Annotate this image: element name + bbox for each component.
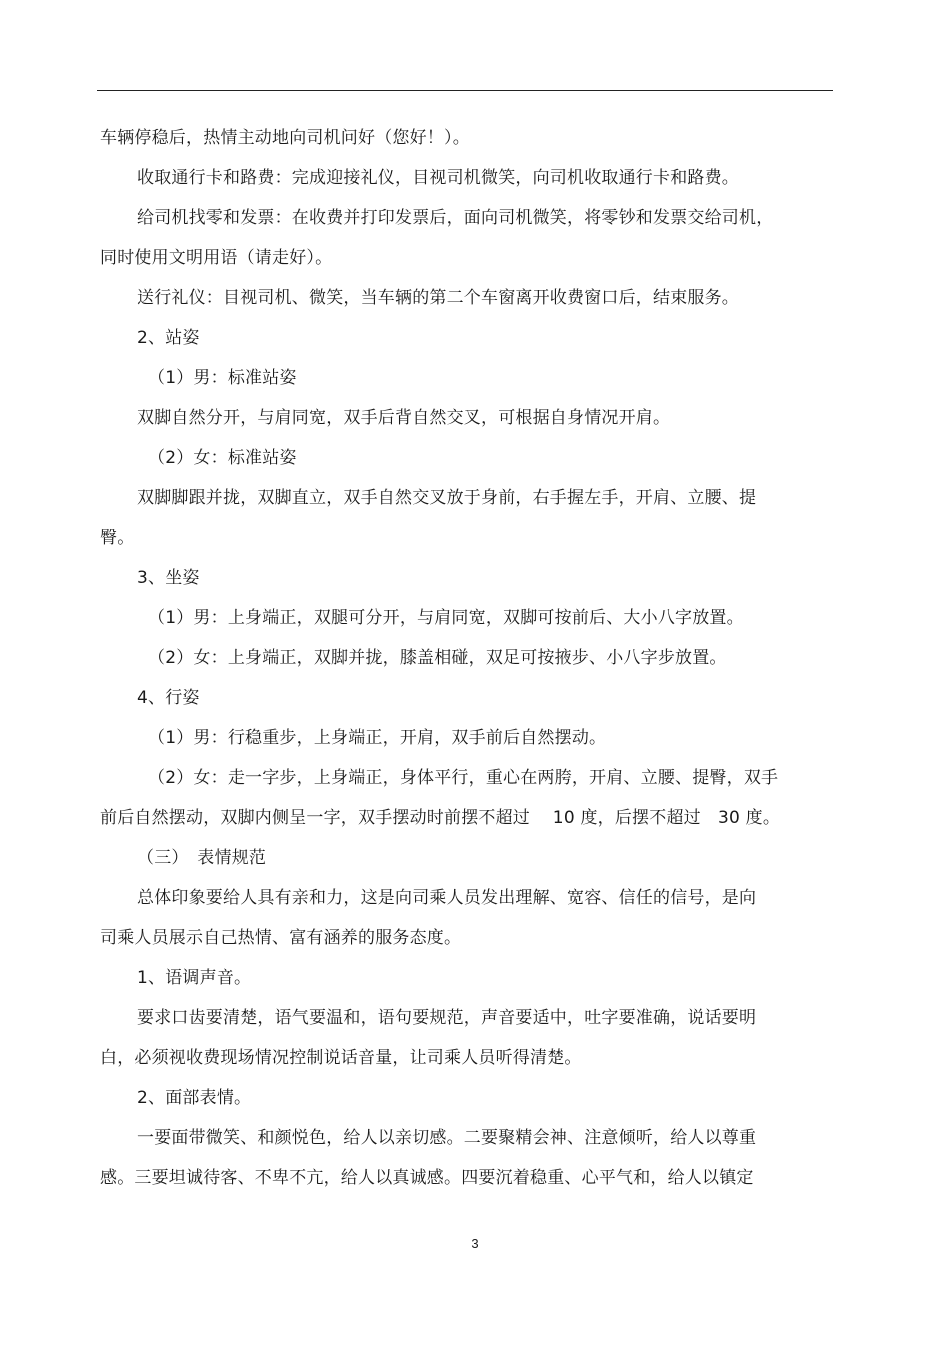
paragraph-line: 要求口齿要清楚，语气要温和，语句要规范，声音要适中，吐字要准确，说话要明: [137, 1008, 757, 1028]
section-heading: 4、行姿: [137, 688, 200, 708]
paragraph-line: 送行礼仪：目视司机、微笑，当车辆的第二个车窗离开收费窗口后，结束服务。: [137, 288, 739, 308]
page-number: 3: [471, 1236, 479, 1251]
paragraph-line: 双脚自然分开，与肩同宽，双手后背自然交叉，可根据自身情况开肩。: [137, 408, 671, 428]
paragraph-line: 收取通行卡和路费：完成迎接礼仪，目视司机微笑，向司机收取通行卡和路费。: [137, 168, 739, 188]
paragraph-line: 车辆停稳后，热情主动地向司机问好（您好！）。: [100, 128, 470, 148]
paragraph-line: 一要面带微笑、和颜悦色，给人以亲切感。二要聚精会神、注意倾听，给人以尊重: [137, 1128, 757, 1148]
subsection-heading: （1）男：标准站姿: [148, 368, 297, 388]
paragraph-line: （1）男：行稳重步，上身端正，开肩，双手前后自然摆动。: [148, 728, 607, 748]
section-heading: 1、语调声音。: [137, 968, 252, 988]
paragraph-line: 总体印象要给人具有亲和力，这是向司乘人员发出理解、宽容、信任的信号，是向: [137, 888, 757, 908]
paragraph-line: 臀。: [100, 528, 135, 548]
header-rule: [97, 90, 833, 91]
section-heading: （三） 表情规范: [137, 848, 267, 868]
subsection-heading: （2）女：标准站姿: [148, 448, 297, 468]
paragraph-line: 司乘人员展示自己热情、富有涵养的服务态度。: [100, 928, 462, 948]
paragraph-line: 前后自然摆动，双脚内侧呈一字，双手摆动时前摆不超过 10 度，后摆不超过 30 度。: [100, 808, 781, 828]
paragraph-line: （2）女：上身端正，双脚并拢，膝盖相碰，双足可按掖步、小八字步放置。: [148, 648, 727, 668]
paragraph-line: 白，必须视收费现场情况控制说话音量，让司乘人员听得清楚。: [100, 1048, 582, 1068]
section-heading: 2、站姿: [137, 328, 200, 348]
paragraph-line: 给司机找零和发票：在收费并打印发票后，面向司机微笑，将零钞和发票交给司机，: [137, 208, 774, 228]
paragraph-line: 感。三要坦诚待客、不卑不亢，给人以真诚感。四要沉着稳重、心平气和，给人以镇定: [100, 1168, 754, 1188]
section-heading: 2、面部表情。: [137, 1088, 252, 1108]
section-heading: 3、坐姿: [137, 568, 200, 588]
paragraph-line: 双脚脚跟并拢，双脚直立，双手自然交叉放于身前，右手握左手，开肩、立腰、提: [137, 488, 757, 508]
paragraph-line: （2）女：走一字步，上身端正，身体平行，重心在两胯，开肩、立腰、提臀，双手: [148, 768, 779, 788]
paragraph-line: 同时使用文明用语（请走好）。: [100, 248, 333, 268]
paragraph-line: （1）男：上身端正，双腿可分开，与肩同宽，双脚可按前后、大小八字放置。: [148, 608, 744, 628]
